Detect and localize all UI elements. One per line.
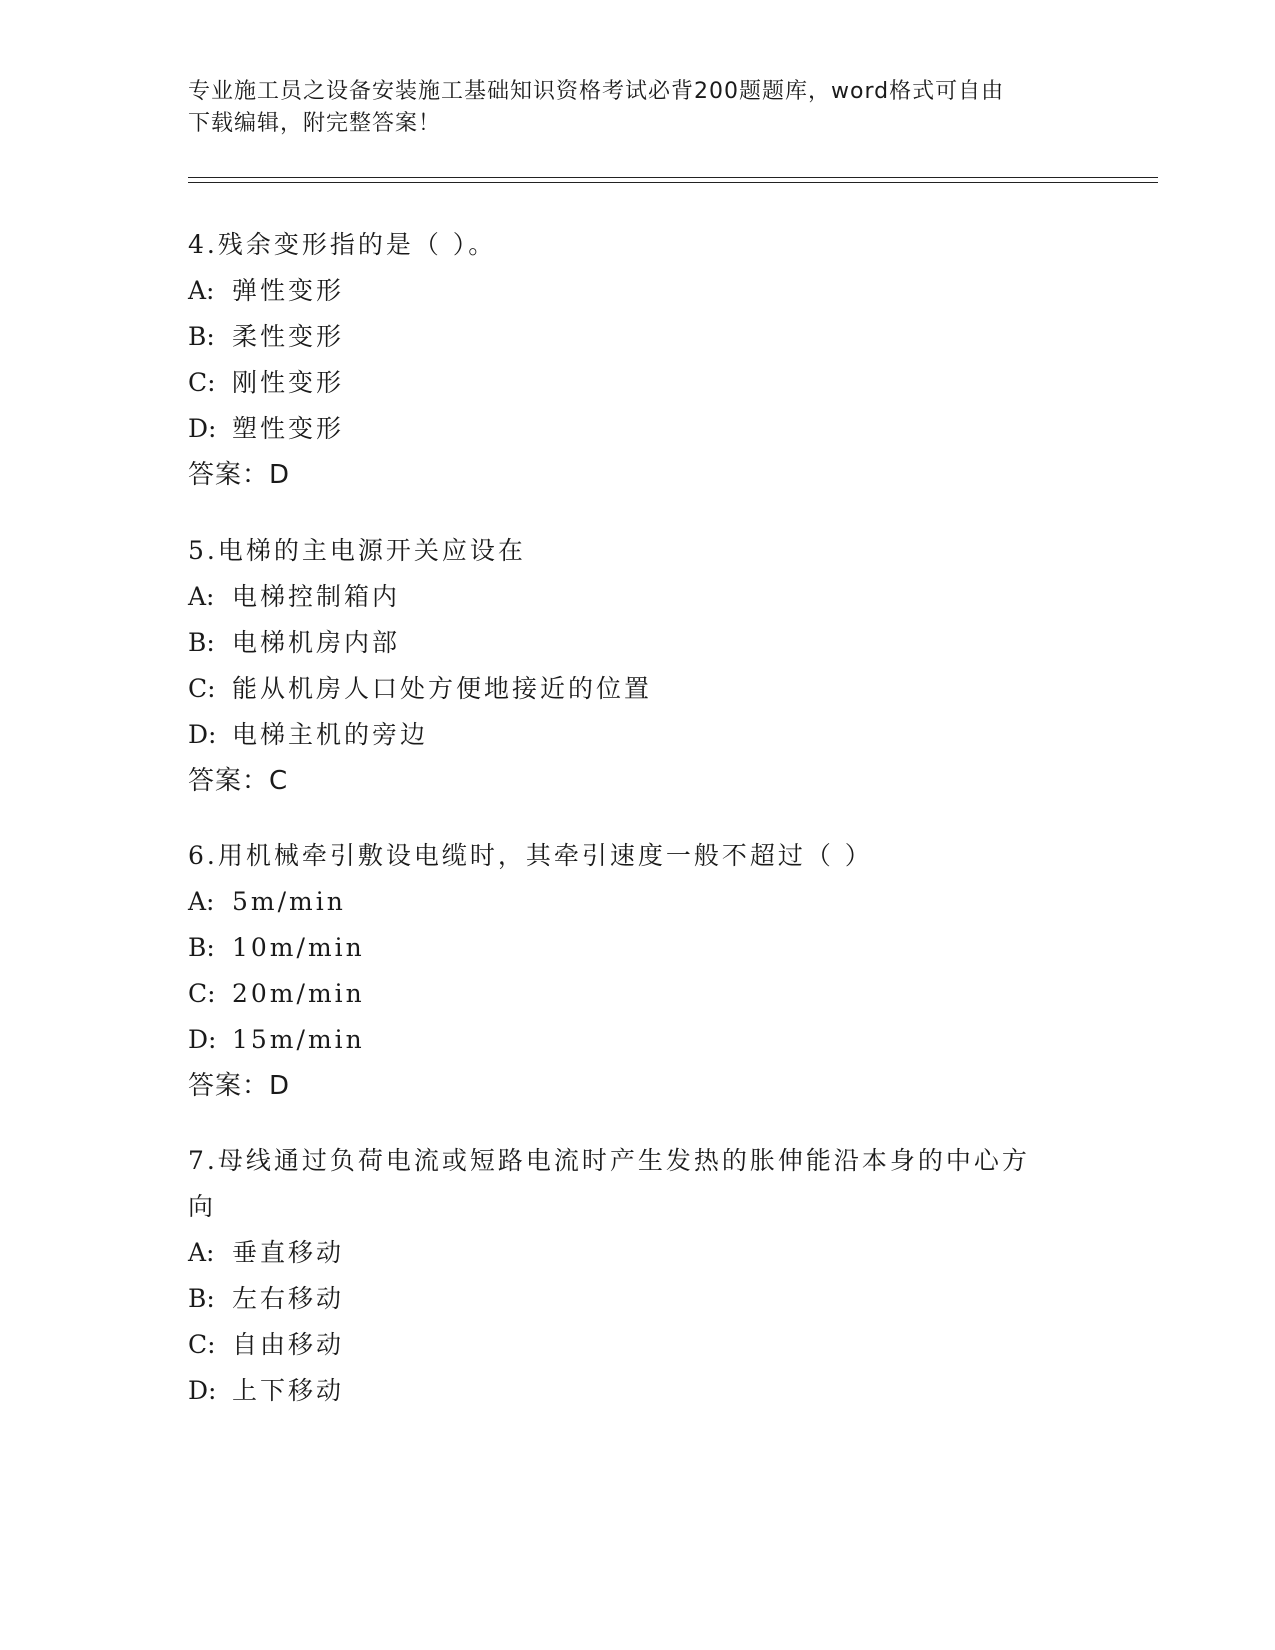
option-text: 垂直移动 <box>232 1238 345 1267</box>
answer-line: 答案：D <box>188 1071 291 1101</box>
option-letter: B: <box>188 322 215 351</box>
option-c <box>188 1322 1048 1368</box>
option-b <box>188 925 1088 971</box>
header-title-line-1: 专业施工员之设备安装施工基础知识资格考试必背200题题库，word格式可自由 <box>188 79 1005 104</box>
option-d <box>188 406 1088 452</box>
question-stem: 5.电梯的主电源开关应设在 <box>188 536 526 565</box>
option-d <box>188 1368 1048 1414</box>
option-letter: C: <box>188 979 216 1008</box>
option-letter: A: <box>188 887 215 916</box>
option-letter: A: <box>188 582 215 611</box>
option-a <box>188 574 1088 620</box>
option-letter: D: <box>188 414 217 443</box>
option-text: 左右移动 <box>232 1284 345 1313</box>
option-a <box>188 1230 1048 1276</box>
option-letter: B: <box>188 628 215 657</box>
option-text: 15m/min <box>232 1025 365 1054</box>
option-c <box>188 971 1088 1017</box>
option-text: 上下移动 <box>232 1376 345 1405</box>
header-double-rule <box>188 177 1158 183</box>
question-4 <box>188 222 1088 498</box>
option-text: 20m/min <box>232 979 365 1008</box>
option-letter: A: <box>188 276 215 305</box>
header-title-line-2: 下载编辑，附完整答案！ <box>188 111 442 136</box>
option-text: 塑性变形 <box>232 414 345 443</box>
document-header <box>188 76 1068 140</box>
option-b <box>188 314 1088 360</box>
option-letter: D: <box>188 720 217 749</box>
option-letter: A: <box>188 1238 215 1267</box>
option-d <box>188 1017 1088 1063</box>
option-text: 电梯机房内部 <box>232 628 401 657</box>
option-letter: D: <box>188 1025 217 1054</box>
option-letter: B: <box>188 1284 215 1313</box>
option-text: 5m/min <box>232 887 346 916</box>
option-a <box>188 879 1088 925</box>
option-a <box>188 268 1088 314</box>
question-7 <box>188 1138 1048 1414</box>
answer-line: 答案：D <box>188 460 291 490</box>
option-b <box>188 620 1088 666</box>
option-text: 电梯控制箱内 <box>232 582 401 611</box>
option-c <box>188 666 1088 712</box>
question-6 <box>188 833 1088 1109</box>
option-text: 刚性变形 <box>232 368 345 397</box>
option-text: 电梯主机的旁边 <box>232 720 429 749</box>
question-stem: 6.用机械牵引敷设电缆时，其牵引速度一般不超过（ ） <box>188 841 873 870</box>
option-b <box>188 1276 1048 1322</box>
question-stem: 4.残余变形指的是（ ）。 <box>188 230 497 259</box>
option-c <box>188 360 1088 406</box>
option-letter: B: <box>188 933 215 962</box>
question-stem: 7.母线通过负荷电流或短路电流时产生发热的胀伸能沿本身的中心方向 <box>188 1146 1030 1221</box>
option-d <box>188 712 1088 758</box>
option-text: 柔性变形 <box>232 322 345 351</box>
option-letter: C: <box>188 368 216 397</box>
option-letter: C: <box>188 1330 216 1359</box>
question-5 <box>188 528 1088 804</box>
option-letter: C: <box>188 674 216 703</box>
option-text: 10m/min <box>232 933 365 962</box>
option-letter: D: <box>188 1376 217 1405</box>
option-text: 弹性变形 <box>232 276 345 305</box>
answer-line: 答案：C <box>188 766 289 796</box>
option-text: 能从机房人口处方便地接近的位置 <box>232 674 653 703</box>
option-text: 自由移动 <box>232 1330 345 1359</box>
document-page <box>188 0 1158 1650</box>
